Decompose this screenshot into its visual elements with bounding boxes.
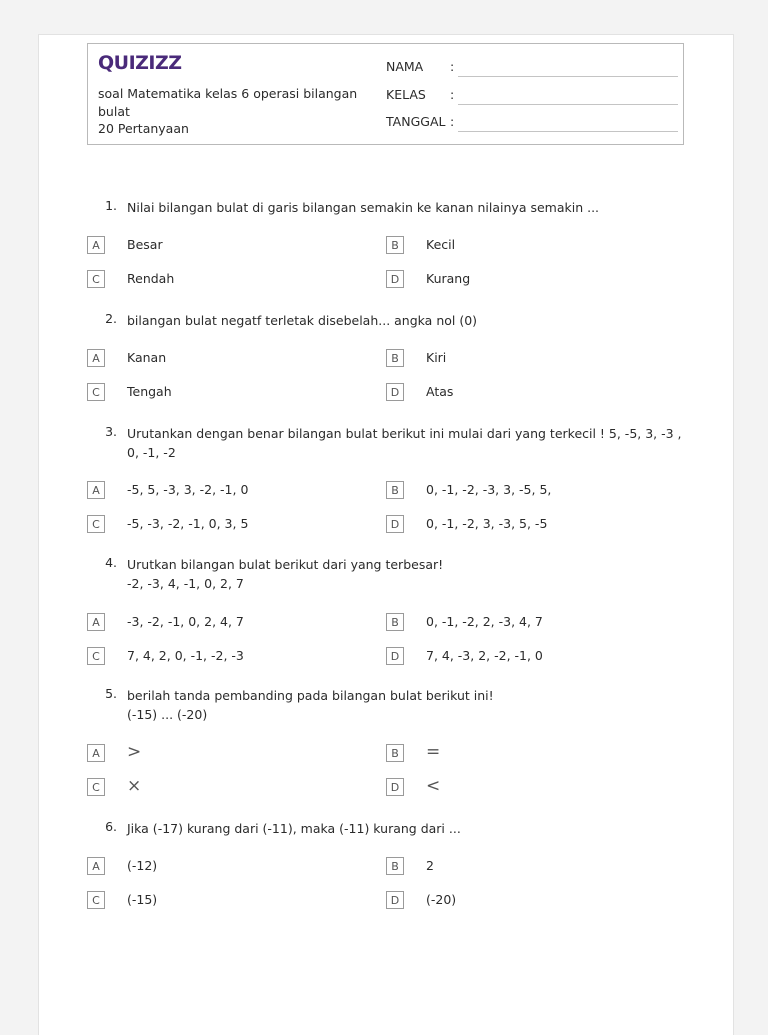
option-text: Kanan <box>127 350 167 365</box>
question-number: 3. <box>105 424 117 439</box>
question-number: 4. <box>105 555 117 570</box>
option-text: -5, 5, -3, 3, -2, -1, 0 <box>127 482 249 497</box>
class-field[interactable] <box>386 87 678 107</box>
option-text: (-15) <box>127 892 158 907</box>
option-letter: A <box>87 236 105 254</box>
option-text: 2 <box>426 858 434 873</box>
date-label: TANGGAL <box>386 114 446 129</box>
option-letter: A <box>87 349 105 367</box>
option-text: -5, -3, -2, -1, 0, 3, 5 <box>127 516 249 531</box>
question-text: Urutankan dengan benar bilangan bulat berikut ini mulai dari yang terkecil ! 5, -5, 3, -3 , 0, -1, -2 <box>127 426 682 460</box>
option-text: 7, 4, 2, 0, -1, -2, -3 <box>127 648 244 663</box>
option-letter: D <box>386 270 404 288</box>
option-text: 0, -1, -2, 3, -3, 5, -5 <box>426 516 548 531</box>
option-text: Kiri <box>426 350 447 365</box>
class-label: KELAS <box>386 87 426 102</box>
date-field[interactable] <box>386 114 678 134</box>
multiply-symbol: × <box>127 776 142 796</box>
option-letter: A <box>87 744 105 762</box>
question-text: Nilai bilangan bulat di garis bilangan semakin ke kanan nilainya semakin ... <box>127 200 600 215</box>
option-text: 7, 4, -3, 2, -2, -1, 0 <box>426 648 543 663</box>
option-letter: A <box>87 857 105 875</box>
option-text: (-20) <box>426 892 457 907</box>
option-letter: C <box>87 647 105 665</box>
option-letter: D <box>386 778 404 796</box>
question-text-line: Urutkan bilangan bulat berikut dari yang terbesar! <box>127 557 444 572</box>
option-text: Kurang <box>426 271 471 286</box>
name-field[interactable] <box>386 59 678 79</box>
name-colon: : <box>450 59 455 74</box>
class-line <box>458 104 678 105</box>
option-letter: D <box>386 891 404 909</box>
option-letter: B <box>386 481 404 499</box>
date-line <box>458 131 678 132</box>
option-letter: B <box>386 236 404 254</box>
option-letter: B <box>386 744 404 762</box>
date-colon: : <box>450 114 455 129</box>
option-letter: C <box>87 515 105 533</box>
option-letter: D <box>386 515 404 533</box>
option-text: Kecil <box>426 237 456 252</box>
option-letter: B <box>386 613 404 631</box>
quizizz-logo: QUIZIZZ <box>98 52 182 74</box>
option-text: Rendah <box>127 271 175 286</box>
option-text: Atas <box>426 384 454 399</box>
option-letter: A <box>87 613 105 631</box>
option-letter: C <box>87 891 105 909</box>
equals-symbol: = <box>426 742 441 762</box>
option-letter: B <box>386 349 404 367</box>
worksheet-header <box>87 43 684 145</box>
question-text-line: -2, -3, 4, -1, 0, 2, 7 <box>127 576 244 591</box>
question-text-line: berilah tanda pembanding pada bilangan bulat berikut ini! <box>127 688 494 703</box>
option-letter: A <box>87 481 105 499</box>
question-text <box>127 686 687 724</box>
question-number: 1. <box>105 198 117 213</box>
question-number: 2. <box>105 311 117 326</box>
name-label: NAMA <box>386 59 424 74</box>
option-letter: C <box>87 778 105 796</box>
question-text <box>127 555 687 593</box>
question-number: 5. <box>105 686 117 701</box>
name-line <box>458 76 678 77</box>
option-text: 0, -1, -2, -3, 3, -5, 5, <box>426 482 552 497</box>
option-letter: D <box>386 647 404 665</box>
question-number: 6. <box>105 819 117 834</box>
question-count: 20 Pertanyaan <box>98 121 189 136</box>
option-letter: D <box>386 383 404 401</box>
question-text-line: (-15) ... (-20) <box>127 707 208 722</box>
question-text: bilangan bulat negatf terletak disebelah... angka nol (0) <box>127 313 478 328</box>
option-text: 0, -1, -2, 2, -3, 4, 7 <box>426 614 543 629</box>
less-than-symbol: < <box>426 776 441 796</box>
option-text: Tengah <box>127 384 172 399</box>
worksheet-page <box>38 34 734 1035</box>
option-text: Besar <box>127 237 163 252</box>
worksheet-title: soal Matematika kelas 6 operasi bilangan bulat <box>98 86 358 119</box>
option-letter: C <box>87 270 105 288</box>
option-text: -3, -2, -1, 0, 2, 4, 7 <box>127 614 244 629</box>
option-letter: C <box>87 383 105 401</box>
option-text: (-12) <box>127 858 158 873</box>
question-text: Jika (-17) kurang dari (-11), maka (-11) kurang dari ... <box>127 821 461 836</box>
class-colon: : <box>450 87 455 102</box>
option-letter: B <box>386 857 404 875</box>
greater-than-symbol: > <box>127 742 142 762</box>
